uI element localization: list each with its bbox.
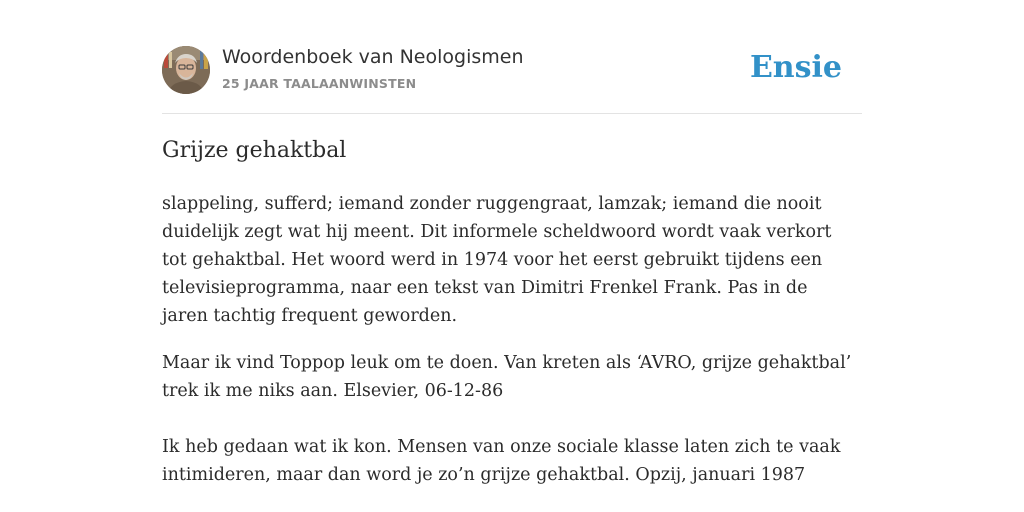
site-subtitle: 25 JAAR TAALAANWINSTEN [222,76,417,91]
entry-definition: slappeling, sufferd; iemand zonder ruggengraat, lamzak; iemand die nooit duidelijk zegt wat hij meent. Dit informele scheldwoord wordt vaak verkort tot gehaktbal. Het woord werd in 1974 voor het eerst gebruikt tijdens een televisieprogramma, naar een tekst van Dimitri Frenkel Frank. Pas in de jaren tachtig frequent geworden. [162,194,832,326]
entry-title: Grijze gehaktbal [162,138,347,163]
entry-quotes [162,349,852,489]
page-container [162,0,862,512]
quote-2: Ik heb gedaan wat ik kon. Mensen van onze sociale klasse laten zich te vaak intimideren, maar dan word je zo’n grijze gehaktbal. Opzij, januari 1987 [162,437,841,485]
site-header [162,46,862,96]
quote-1: Maar ik vind Toppop leuk om te doen. Van kreten als ‘AVRO, grijze gehaktbal’ trek ik me niks aan. Elsevier, 06-12-86 [162,353,852,401]
site-title[interactable]: Woordenboek van Neologismen [222,46,524,68]
quote-spacer [162,405,852,433]
ensie-logo-link[interactable]: Ensie [749,50,842,85]
avatar-portrait-icon[interactable] [162,46,210,94]
avatar-image [162,46,210,94]
header-divider [162,113,862,114]
